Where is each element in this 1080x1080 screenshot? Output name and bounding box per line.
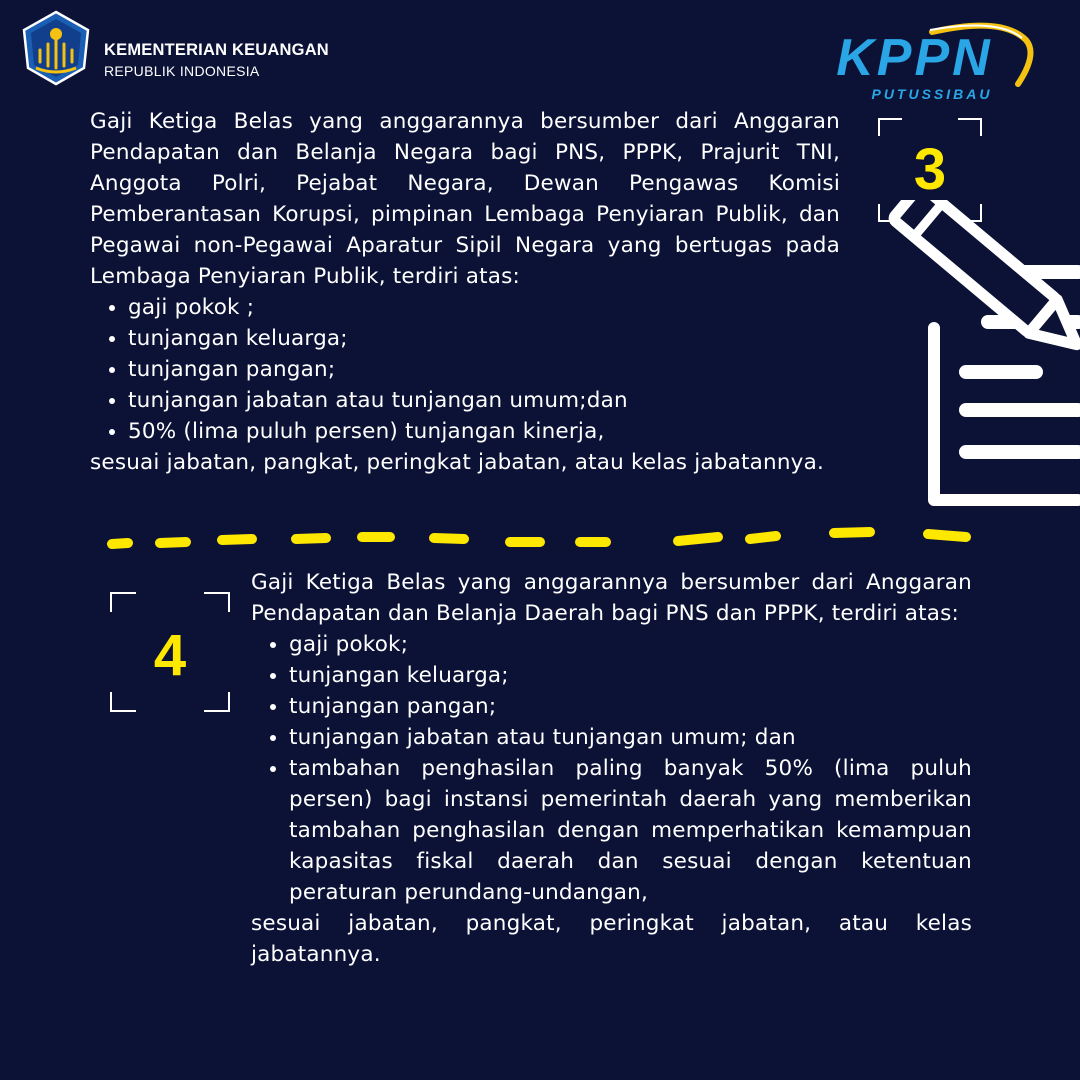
list-item: • gaji pokok ; — [128, 292, 840, 323]
list-item: • tunjangan keluarga; — [128, 323, 840, 354]
bracket-top-right — [958, 118, 982, 136]
bracket-top-left — [878, 118, 902, 136]
section-4-intro: Gaji Ketiga Belas yang anggarannya bersumber dari Anggaran Pendapatan dan Belanja Daerah bagi PNS dan PPPK, terdiri atas: — [251, 570, 972, 626]
list-item: • tunjangan keluarga; — [289, 660, 972, 691]
dashed-divider — [100, 520, 980, 560]
section-4-list — [251, 629, 972, 908]
bracket-top-right — [204, 592, 230, 612]
section-4-number: 4 — [153, 623, 187, 688]
list-item: • tunjangan pangan; — [289, 691, 972, 722]
section-3-closing: sesuai jabatan, pangkat, peringkat jabatan, atau kelas jabatannya. — [90, 450, 824, 475]
list-item: • tunjangan jabatan atau tunjangan umum; dan — [289, 722, 972, 753]
section-3-intro: Gaji Ketiga Belas yang anggarannya bersumber dari Anggaran Pendapatan dan Belanja Negara bagi PNS, PPPK, Prajurit TNI, Anggota Polri, Pejabat Negara, Dewan Pengawas Komisi Pemberantasan Korupsi, pimpinan Lembaga Penyiaran Publik, dan Pegawai non-Pegawai Aparatur Sipil Negara yang bertugas pada Lembaga Penyiaran Publik, terdiri atas: — [90, 109, 840, 289]
kppn-logo-text: KPPN — [836, 29, 993, 87]
list-item: • tunjangan pangan; — [128, 354, 840, 385]
bracket-top-left — [110, 592, 136, 612]
org-name: KEMENTERIAN KEUANGAN — [104, 41, 329, 59]
org-subtitle: REPUBLIK INDONESIA — [104, 63, 260, 79]
kppn-logo-subtitle: PUTUSSIBAU — [871, 86, 993, 102]
list-item: • tambahan penghasilan paling banyak 50% (lima puluh persen) bagi instansi pemerintah daerah yang memberikan tambahan penghasilan dengan memperhatikan kemampuan kapasitas fiskal daerah dan sesuai dengan ketentuan peraturan perundang-undangan, — [289, 753, 972, 908]
list-item: • tunjangan jabatan atau tunjangan umum;dan — [128, 385, 840, 416]
section-3-list — [90, 292, 840, 447]
section-4-number-box — [110, 592, 230, 712]
section-3-number: 3 — [913, 137, 947, 202]
kppn-logo — [812, 18, 1044, 104]
section-3-text — [90, 106, 840, 478]
list-item: • 50% (lima puluh persen) tunjangan kinerja, — [128, 416, 840, 447]
section-4-closing: sesuai jabatan, pangkat, peringkat jabatan, atau kelas jabatannya. — [251, 911, 972, 967]
list-item: • gaji pokok; — [289, 629, 972, 660]
org-title-group — [104, 40, 329, 82]
pencil-paper-icon — [860, 200, 1080, 520]
kemenkeu-logo — [18, 10, 94, 86]
bracket-bottom-right — [204, 692, 230, 712]
bracket-bottom-left — [110, 692, 136, 712]
section-4-text — [251, 567, 972, 970]
